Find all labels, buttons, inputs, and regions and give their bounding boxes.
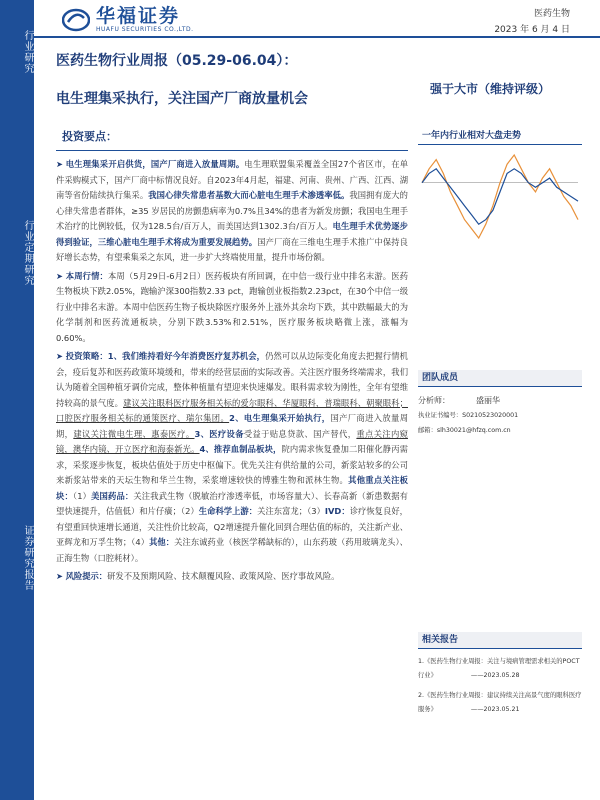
chart-svg <box>418 149 582 244</box>
para1-lead: 电生理集采开启供货，国产厂商进入放量周期。 <box>65 159 245 169</box>
related-report-2-date: ——2023.05.21 <box>470 706 520 713</box>
relative-performance-chart <box>418 128 582 248</box>
para1-lead3: 电生理手术优势逐步得到验证，三维心脏电生理手术将成为重要发展趋势。 <box>56 221 408 247</box>
related-report-2-title: 2.《医药生物行业周报：建议持续关注高景气度的眼科医疗服务》 <box>418 692 582 713</box>
header-date: 2023 年 6 月 4 日 <box>494 25 570 35</box>
para1-text-b: 我国拥有庞大的心律失常患者群体，≥35 岁居民的房颤患病率为0.7%且34%的患者为新发房颤；我国电生理手术治疗的比例较低，仅为128.5台/百万人，而美国达到1302.3台/百万人。 <box>56 190 408 231</box>
logo-text-en: HUAFU SECURITIES CO.,LTD. <box>96 26 194 33</box>
team-heading: 团队成员 <box>418 370 582 387</box>
sidebar-label-securities-report: 证券研究报告 <box>22 525 33 591</box>
chart-series-line-1 <box>422 155 578 238</box>
arrow-icon: ➤ <box>56 351 63 361</box>
analyst-cert: 执业证书编号：S0210523020001 <box>418 412 519 419</box>
report-rating: 强于大市（维持评级） <box>430 82 551 96</box>
investment-summary <box>56 128 408 588</box>
company-logo <box>62 6 194 33</box>
para1-lead2: 我国心律失常患者基数大而心脏电生理手术渗透率低。 <box>148 190 350 200</box>
para3-lead5: 4、推荐血制品板块， <box>199 444 282 454</box>
para3-text-e: （1） <box>72 490 92 501</box>
para3-lead9: IVD： <box>324 506 350 516</box>
sidebar-label-periodic-research: 行业定期研究 <box>22 220 33 286</box>
para2-text: 本周（5月29日-6月2日）医药板块有所回调，在中信一级行业中排名末游。医药生物板块下跌2.05%，跑输沪深300指数2.33 pct，跑输创业板指数2.23pct，在30个中信一级行业中排名末游。本周中信医药生物子板块除医疗服务外上涨外其余均下跌，其中跌幅最大的为化学制剂和医药流通板块，分别下跌3.53%和2.51%，医疗服务板块略微上涨，涨幅为0.60%。 <box>56 270 408 343</box>
analyst-name: 盛丽华 <box>476 396 500 405</box>
sidebar-label-industry-research: 行业研究 <box>22 30 33 74</box>
header-sector: 医药生物 <box>533 9 570 19</box>
para3-text-b: 国产厂商进入放量周期， <box>56 413 408 439</box>
para3-lead7: 美国药品： <box>91 490 134 501</box>
para4-text: 研发不及预期风险、技术颠覆风险、政策风险、医疗事故风险。 <box>107 571 340 581</box>
related-heading: 相关报告 <box>418 632 582 649</box>
analyst-email[interactable]: 邮箱：slh30021@hfzq.com.cn <box>418 427 511 434</box>
paragraph-risk <box>56 569 408 585</box>
related-report-2[interactable] <box>418 689 582 717</box>
para3-text-i: 关注东诚药业（核医学稀缺标的），山东药玻（药用玻璃龙头）、正海生物（口腔耗材）。 <box>56 537 408 563</box>
chart-heading: 一年内行业相对大盘走势 <box>418 128 582 145</box>
investment-heading: 投资要点： <box>62 130 117 143</box>
related-report-1-title: 1.《医药生物行业周报：关注与境病管理需求相关的POCT行业》 <box>418 658 580 679</box>
para3-text-g: 关注东富龙；（3） <box>257 506 325 516</box>
para3-underline3: 重点关注内窥镜，澳华内镜、开立医疗和海泰新光。 <box>56 428 408 454</box>
paragraph-weekly-market <box>56 269 408 347</box>
para3-lead3: 2、电生理集采开始执行， <box>229 413 331 423</box>
team-section <box>418 370 582 438</box>
paragraph-ep-procurement <box>56 157 408 266</box>
analyst-row <box>418 393 582 408</box>
para3-text-h: 诊疗恢复良好，有望重回快速增长通道，关注性价比较高，Q2增速提升催化回到合理估值的标的，关注新产业、亚辉龙和万孚生物；（4） <box>56 506 408 547</box>
paragraph-investment-strategy <box>56 349 408 566</box>
header-divider <box>34 36 600 38</box>
analyst-label: 分析师： <box>418 396 450 405</box>
para3-lead4: 3、医疗设备 <box>194 428 244 439</box>
para4-lead: 风险提示： <box>65 571 108 581</box>
sidebar-band <box>0 0 34 800</box>
para3-lead10: 其他： <box>149 537 175 547</box>
report-title-line1: 医药生物行业周报（05.29-06.04）： <box>56 53 298 69</box>
logo-mark-icon <box>62 8 90 32</box>
related-report-1-date: ——2023.05.28 <box>470 672 520 679</box>
para3-text-f: 关注我武生物（脱敏治疗渗透率低，市场容量大）、长春高新（新患数据有望快速提升，估值低）和片仔癀；（2） <box>56 490 408 516</box>
header-meta <box>494 6 570 38</box>
logo-text-cn: 华福证券 <box>96 5 181 27</box>
para3-lead: 投资策略： <box>65 351 108 361</box>
investment-divider <box>56 150 408 151</box>
report-title-line2: 电生理集采执行，关注国产厂商放量机会 <box>56 91 308 107</box>
para1-text-c: 国产厂商在三维电生理手术推广中保持良好增长态势，有望乘集采之东风，进一步扩大终端使用量，提升市场份额。 <box>56 236 408 262</box>
para3-underline1: 建议关注眼科医疗服务相关标的爱尔眼科、华厦眼科，普瑞眼科、朝聚眼科；口腔医疗服务相关标的通策医疗、瑞尔集团。 <box>56 397 408 423</box>
para3-text-d: 院内需求恢复叠加二阳催化静丙需求，采浆逐步恢复，板块估值处于历史中枢偏下。优先关注有供给量的公司，新浆站较多的公司来新浆站带来的天坛生物和华兰生物，采浆增速较快的博雅生物和派林生物。 <box>56 444 408 485</box>
arrow-icon: ➤ <box>56 571 63 581</box>
chart-series-line-2 <box>422 169 578 224</box>
related-report-1[interactable] <box>418 655 582 683</box>
para3-text-c: 受益于贴息贷款、国产替代， <box>243 428 357 439</box>
para2-lead: 本周行情： <box>65 270 108 281</box>
para3-underline2: 建议关注微电生理、惠泰医疗。 <box>73 428 195 439</box>
para3-lead2: 1、我们维持看好今年消费医疗复苏机会， <box>107 351 266 361</box>
para3-text-a: 仍然可以从边际变化角度去把握行情机会，疫后复苏和医药政策环境缓和，带来的经营层面的实际改善。关注医疗服务终端需求，我们认为随着全国种植牙调价完成，整体种植量有望迎来快速爆发。眼科需求较为刚性，全年有望维持较高的景气度。 <box>56 351 408 408</box>
para1-text-a: 电生理联盟集采覆盖全国27个省区市，在单件采购模式下，国产厂商中标情况良好。自2023年4月起，福建、河南、贵州、广西、江西、湖南等省份陆续执行集采。 <box>56 159 408 200</box>
para3-lead8: 生命科学上游： <box>198 506 258 516</box>
para3-lead6: 其他重点关注板块： <box>56 475 408 501</box>
arrow-icon: ➤ <box>56 159 63 169</box>
related-reports <box>418 632 582 717</box>
arrow-icon: ➤ <box>56 270 63 281</box>
